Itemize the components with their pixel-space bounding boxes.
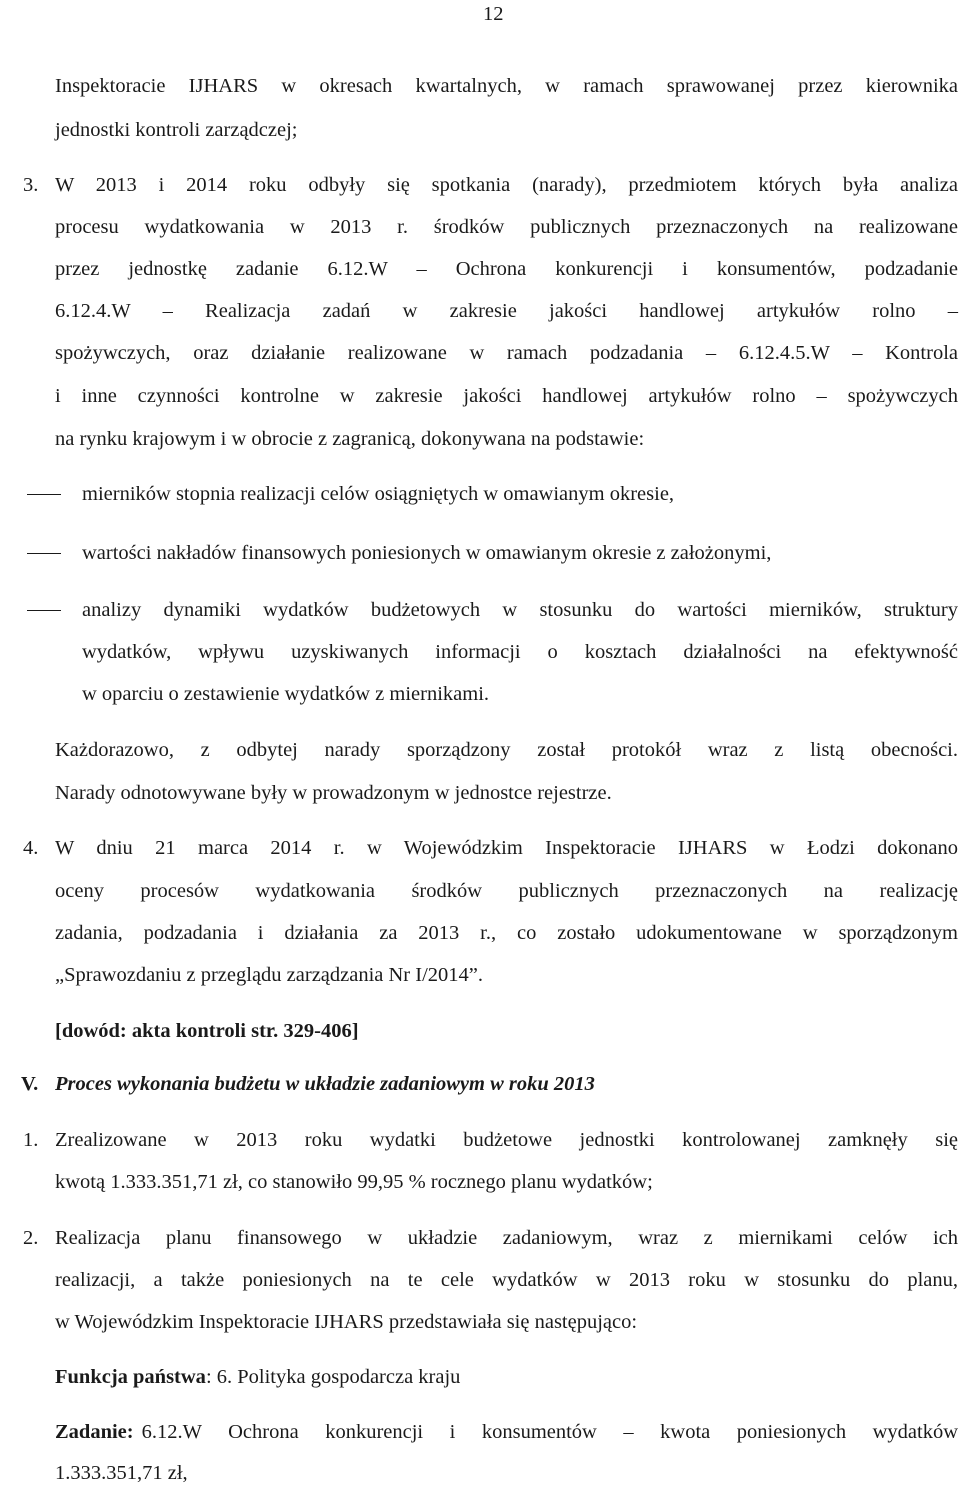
bullet-item: mierników stopnia realizacji celów osiągniętych w omawianym okresie,: [82, 483, 675, 505]
list-number: 1.: [23, 1129, 39, 1151]
paragraph-line: na rynku krajowym i w obrocie z zagranicą, dokonywana na podstawie:: [55, 428, 645, 450]
bullet-item: analizy dynamiki wydatków budżetowych w stosunku do wartości mierników, struktury: [82, 599, 958, 621]
list-number: 4.: [23, 837, 39, 859]
dash-bullet: [27, 482, 61, 506]
paragraph-line: 1.333.351,71 zł,: [55, 1462, 188, 1484]
paragraph-line: kwotą 1.333.351,71 zł, co stanowiło 99,95 % rocznego planu wydatków;: [55, 1171, 653, 1193]
list-number: 3.: [23, 174, 39, 196]
paragraph-line: i inne czynności kontrolne w zakresie jakości handlowej artykułów rolno – spożywczych: [55, 385, 958, 407]
function-label: Funkcja państwa: [55, 1366, 206, 1388]
paragraph-line: Narady odnotowywane były w prowadzonym w jednostce rejestrze.: [55, 782, 612, 804]
bullet-item: wydatków, wpływu uzyskiwanych informacji o kosztach działalności na efektywność: [82, 641, 958, 663]
paragraph-line: 6.12.4.W – Realizacja zadań w zakresie jakości handlowej artykułów rolno –: [55, 300, 958, 322]
dash-bullet: [27, 541, 61, 565]
paragraph-line: „Sprawozdaniu z przeglądu zarządzania Nr I/2014”.: [55, 964, 484, 986]
task-value: 6.12.W Ochrona konkurencji i konsumentów – kwota poniesionych wydatków: [141, 1421, 958, 1443]
task-label: Zadanie:: [55, 1421, 134, 1443]
section-number: V.: [21, 1073, 39, 1095]
dash-bullet: [27, 598, 61, 622]
section-heading: Proces wykonania budżetu w układzie zadaniowym w roku 2013: [55, 1073, 595, 1095]
paragraph-line: Zrealizowane w 2013 roku wydatki budżetowe jednostki kontrolowanej zamknęły się: [55, 1129, 958, 1151]
paragraph-line: procesu wydatkowania w 2013 r. środków publicznych przeznaczonych na realizowane: [55, 216, 958, 238]
paragraph-line: W 2013 i 2014 roku odbyły się spotkania (narady), przedmiotem których była analiza: [55, 174, 958, 196]
paragraph-line: oceny procesów wydatkowania środków publicznych przeznaczonych na realizację: [55, 880, 958, 902]
paragraph-line: Każdorazowo, z odbytej narady sporządzony został protokół wraz z listą obecności.: [55, 739, 958, 761]
paragraph-line: spożywczych, oraz działanie realizowane w ramach podzadania – 6.12.4.5.W – Kontrola: [55, 342, 958, 364]
list-number: 2.: [23, 1227, 39, 1249]
paragraph-line: w Wojewódzkim Inspektoracie IJHARS przedstawiała się następująco:: [55, 1311, 638, 1333]
paragraph-line: zadania, podzadania i działania za 2013 r., co zostało udokumentowane w sporządzonym: [55, 922, 958, 944]
task-line: [55, 1420, 958, 1444]
paragraph-line: W dniu 21 marca 2014 r. w Wojewódzkim Inspektoracie IJHARS w Łodzi dokonano: [55, 837, 958, 859]
function-value: : 6. Polityka gospodarcza kraju: [205, 1366, 461, 1388]
bullet-item: w oparciu o zestawienie wydatków z miernikami.: [82, 683, 490, 705]
paragraph-line: przez jednostkę zadanie 6.12.W – Ochrona konkurencji i konsumentów, podzadanie: [55, 258, 958, 280]
bullet-item: wartości nakładów finansowych poniesionych w omawianym okresie z założonymi,: [82, 542, 772, 564]
page-number: 12: [483, 3, 504, 25]
paragraph-line: realizacji, a także poniesionych na te cele wydatków w 2013 roku w stosunku do planu,: [55, 1269, 958, 1291]
function-line: [55, 1365, 460, 1389]
paragraph-line: jednostki kontroli zarządczej;: [55, 119, 298, 141]
paragraph-line: Realizacja planu finansowego w układzie zadaniowym, wraz z miernikami celów ich: [55, 1227, 958, 1249]
evidence-note: [dowód: akta kontroli str. 329-406]: [55, 1020, 359, 1042]
paragraph-line: Inspektoracie IJHARS w okresach kwartalnych, w ramach sprawowanej przez kierownika: [55, 75, 958, 97]
